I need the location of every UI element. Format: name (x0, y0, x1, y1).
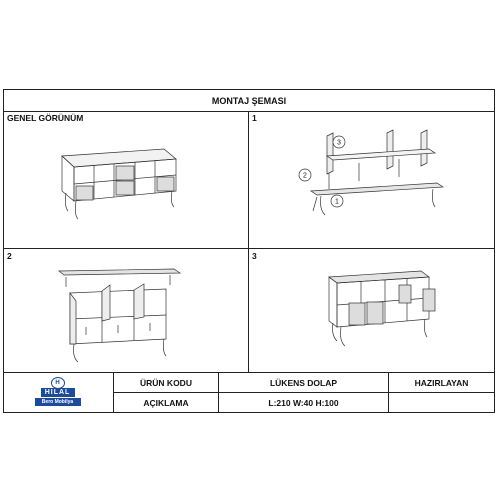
product-code-value: LÜKENS DOLAP (219, 373, 389, 393)
description-label: AÇIKLAMA (114, 393, 219, 412)
panel-step-3 (249, 249, 494, 373)
panel-label-step-1: 1 (252, 113, 257, 123)
logo-mark: H (51, 377, 65, 389)
brand-logo (29, 377, 89, 409)
title-block (4, 373, 494, 412)
panel-general-view (4, 111, 249, 249)
assembly-sheet (3, 89, 495, 413)
logo-name: HILAL (41, 388, 75, 397)
description-value: L:210 W:40 H:100 (219, 393, 389, 412)
callout-2: 2 (303, 172, 307, 180)
step-3-illustration (249, 249, 494, 373)
panel-label-general-view: GENEL GÖRÜNÜM (7, 113, 84, 123)
panel-step-2 (4, 249, 249, 373)
general-view-illustration (4, 111, 249, 249)
product-code-label: ÜRÜN KODU (114, 373, 219, 393)
panel-label-step-3: 3 (252, 251, 257, 261)
panel-step-1 (249, 111, 494, 249)
page-title: MONTAJ ŞEMASI (4, 90, 494, 112)
prepared-by-label: HAZIRLAYAN (389, 373, 494, 393)
callout-1: 1 (335, 198, 339, 206)
callout-3: 3 (337, 139, 341, 147)
step-1-illustration (249, 111, 494, 249)
logo-tagline: Bero Mobilya (35, 398, 81, 406)
step-2-illustration (4, 249, 249, 373)
panel-label-step-2: 2 (7, 251, 12, 261)
logo-cell (4, 373, 114, 412)
prepared-by-value (389, 393, 494, 412)
